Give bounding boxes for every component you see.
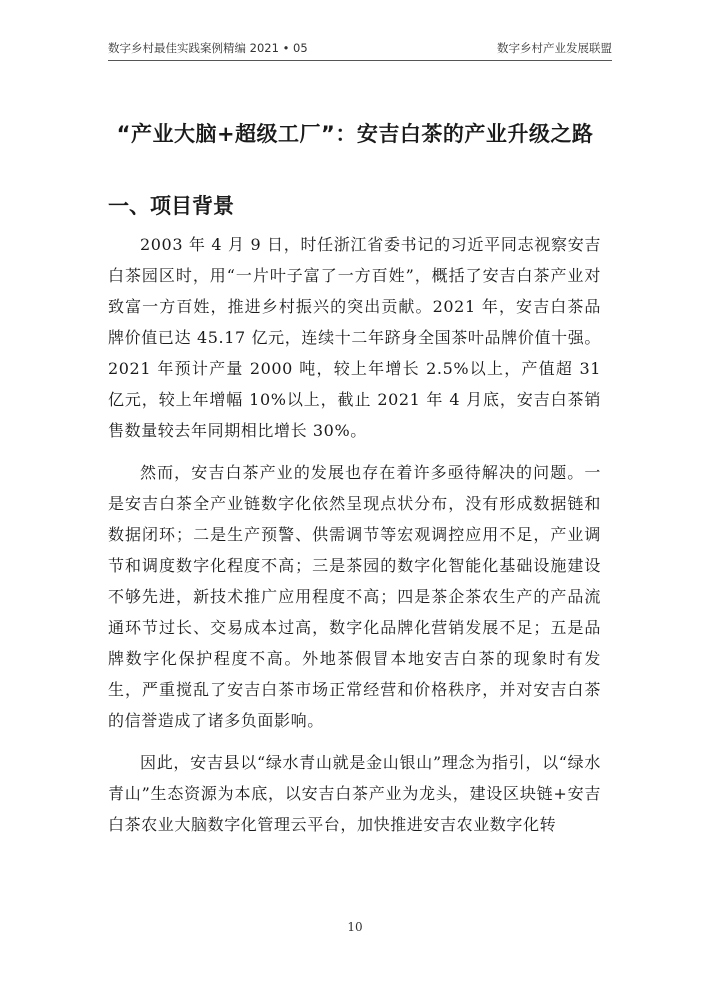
paragraph-response: 因此，安吉县以“绿水青山就是金山银山”理念为指引，以“绿水青山”生态资源为本底，以安吉白茶产业为龙头，建设区块链+安吉白茶农业大脑数字化管理云平台，加快推进安吉农业数字化转: [108, 753, 601, 834]
section-heading: 一、项目背景: [108, 194, 234, 218]
paragraph-background: 2003 年 4 月 9 日，时任浙江省委书记的习近平同志视察安吉白茶园区时，用“一片叶子富了一方百姓”，概括了安吉白茶产业对致富一方百姓，推进乡村振兴的突出贡献。2021 年，安吉白茶品牌价值已达 45.17 亿元，连续十二年跻身全国茶叶品牌价值十强。2021 年预计产量 2000 吨，较上年增长 2.5%以上，产值超 31 亿元，较上年增幅 10%以上，截止 2021 年 4 月底，安吉白茶销售数量较去年同期相比增长 30%。: [108, 235, 601, 440]
running-header: [108, 38, 612, 61]
body-text: [108, 229, 601, 840]
document-title: “产业大脑+超级工厂”：安吉白茶的产业升级之路: [116, 122, 594, 146]
header-publication-title: 数字乡村最佳实践案例精编 2021 • 05: [108, 41, 308, 55]
header-organization-name: 数字乡村产业发展联盟: [497, 41, 612, 55]
paragraph-problems: 然而，安吉白茶产业的发展也存在着许多亟待解决的问题。一是安吉白茶全产业链数字化依然呈现点状分布，没有形成数据链和数据闭环；二是生产预警、供需调节等宏观调控应用不足，产业调节和调度数字化程度不高；三是茶园的数字化智能化基础设施建设不够先进，新技术推广应用程度不高；四是茶企茶农生产的产品流通环节过长、交易成本过高，数字化品牌化营销发展不足；五是品牌数字化保护程度不高。外地茶假冒本地安吉白茶的现象时有发生，严重搅乱了安吉白茶市场正常经营和价格秩序，并对安吉白茶的信誉造成了诸多负面影响。: [108, 463, 601, 730]
page-number: 10: [347, 920, 363, 934]
